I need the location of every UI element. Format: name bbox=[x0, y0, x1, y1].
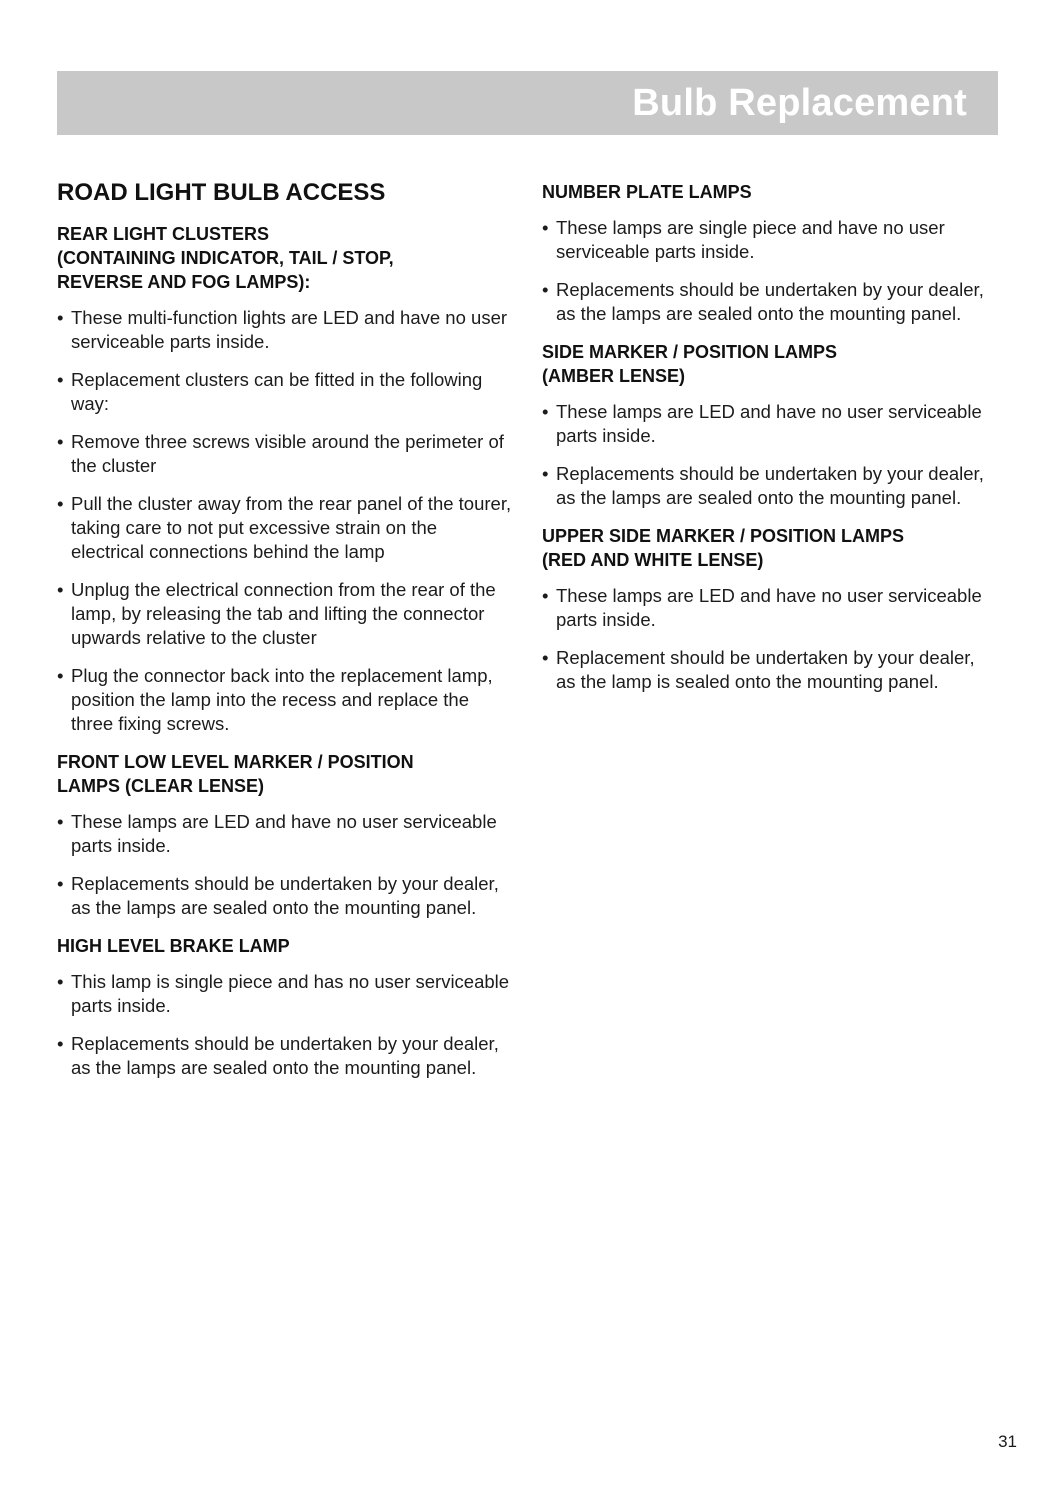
right-column bbox=[542, 178, 992, 708]
heading-line: REVERSE AND FOG LAMPS): bbox=[57, 272, 311, 292]
list-item: • Replacement clusters can be fitted in the following way: bbox=[57, 369, 483, 414]
bullet-list bbox=[542, 400, 992, 510]
sub-heading bbox=[57, 750, 512, 798]
section-title: ROAD LIGHT BULB ACCESS bbox=[57, 179, 386, 206]
heading-line: HIGH LEVEL BRAKE LAMP bbox=[57, 936, 290, 956]
bullet-list bbox=[57, 970, 512, 1080]
list-item: • This lamp is single piece and has no user serviceable parts inside. bbox=[57, 971, 510, 1016]
bullet-icon: • bbox=[542, 463, 549, 484]
sub-heading bbox=[542, 180, 992, 204]
bullet-icon: • bbox=[542, 279, 549, 300]
list-item: • Replacements should be undertaken by your dealer, as the lamps are sealed onto the mounting panel. bbox=[542, 463, 984, 508]
heading-line: (AMBER LENSE) bbox=[542, 366, 685, 386]
upper-side-marker-group bbox=[542, 524, 992, 694]
heading-line: (RED AND WHITE LENSE) bbox=[542, 550, 764, 570]
number-plate-lamps-group bbox=[542, 180, 992, 326]
list-item: • These lamps are single piece and have no user serviceable parts inside. bbox=[542, 217, 945, 262]
bullet-icon: • bbox=[542, 401, 549, 422]
bullet-icon: • bbox=[57, 493, 64, 514]
bullet-icon: • bbox=[542, 585, 549, 606]
bullet-icon: • bbox=[57, 873, 64, 894]
bullet-icon: • bbox=[57, 431, 64, 452]
header-band bbox=[57, 71, 998, 135]
heading-line: SIDE MARKER / POSITION LAMPS bbox=[542, 342, 838, 362]
bullet-icon: • bbox=[57, 811, 64, 832]
bullet-icon: • bbox=[57, 665, 64, 686]
left-column bbox=[57, 178, 512, 1094]
list-item: • Pull the cluster away from the rear panel of the tourer, taking care to not put excessive strain on the electrical connections behind the lamp bbox=[57, 493, 512, 562]
bullet-icon: • bbox=[57, 369, 64, 390]
list-item: • Plug the connector back into the replacement lamp, position the lamp into the recess and replace the three fixing screws. bbox=[57, 665, 493, 734]
high-level-brake-lamp-group bbox=[57, 934, 512, 1080]
bullet-icon: • bbox=[57, 971, 64, 992]
bullet-list bbox=[57, 306, 512, 736]
list-item: • Replacements should be undertaken by your dealer, as the lamps are sealed onto the mounting panel. bbox=[542, 279, 984, 324]
list-item: • Remove three screws visible around the perimeter of the cluster bbox=[57, 431, 504, 476]
list-item: • These lamps are LED and have no user serviceable parts inside. bbox=[542, 585, 982, 630]
sub-heading bbox=[57, 222, 512, 294]
heading-line: FRONT LOW LEVEL MARKER / POSITION bbox=[57, 752, 414, 772]
bullet-list bbox=[542, 584, 992, 694]
list-item: • Unplug the electrical connection from the rear of the lamp, by releasing the tab and lifting the connector upwards relative to the cluster bbox=[57, 579, 496, 648]
list-item: • These lamps are LED and have no user serviceable parts inside. bbox=[542, 401, 982, 446]
list-item: • These multi-function lights are LED and have no user serviceable parts inside. bbox=[57, 307, 508, 352]
heading-line: NUMBER PLATE LAMPS bbox=[542, 182, 752, 202]
bullet-list bbox=[57, 810, 512, 920]
page-title: Bulb Replacement bbox=[632, 82, 967, 124]
heading-line: REAR LIGHT CLUSTERS bbox=[57, 224, 270, 244]
bullet-icon: • bbox=[57, 307, 64, 328]
bullet-icon: • bbox=[57, 579, 64, 600]
heading-line: (CONTAINING INDICATOR, TAIL / STOP, bbox=[57, 248, 394, 268]
sub-heading bbox=[542, 524, 992, 572]
list-item: • Replacement should be undertaken by your dealer, as the lamp is sealed onto the mounting panel. bbox=[542, 647, 975, 692]
bullet-list bbox=[542, 216, 992, 326]
sub-heading bbox=[542, 340, 992, 388]
heading-line: UPPER SIDE MARKER / POSITION LAMPS bbox=[542, 526, 905, 546]
list-item: • Replacements should be undertaken by your dealer, as the lamps are sealed onto the mounting panel. bbox=[57, 873, 499, 918]
list-item: • Replacements should be undertaken by your dealer, as the lamps are sealed onto the mounting panel. bbox=[57, 1033, 499, 1078]
side-marker-group bbox=[542, 340, 992, 510]
sub-heading bbox=[57, 934, 512, 958]
rear-light-clusters-group bbox=[57, 222, 512, 736]
bullet-icon: • bbox=[57, 1033, 64, 1054]
page-number: 31 bbox=[998, 1432, 1017, 1451]
list-item: • These lamps are LED and have no user serviceable parts inside. bbox=[57, 811, 497, 856]
bullet-icon: • bbox=[542, 217, 549, 238]
heading-line: LAMPS (CLEAR LENSE) bbox=[57, 776, 264, 796]
front-low-level-marker-group bbox=[57, 750, 512, 920]
bullet-icon: • bbox=[542, 647, 549, 668]
